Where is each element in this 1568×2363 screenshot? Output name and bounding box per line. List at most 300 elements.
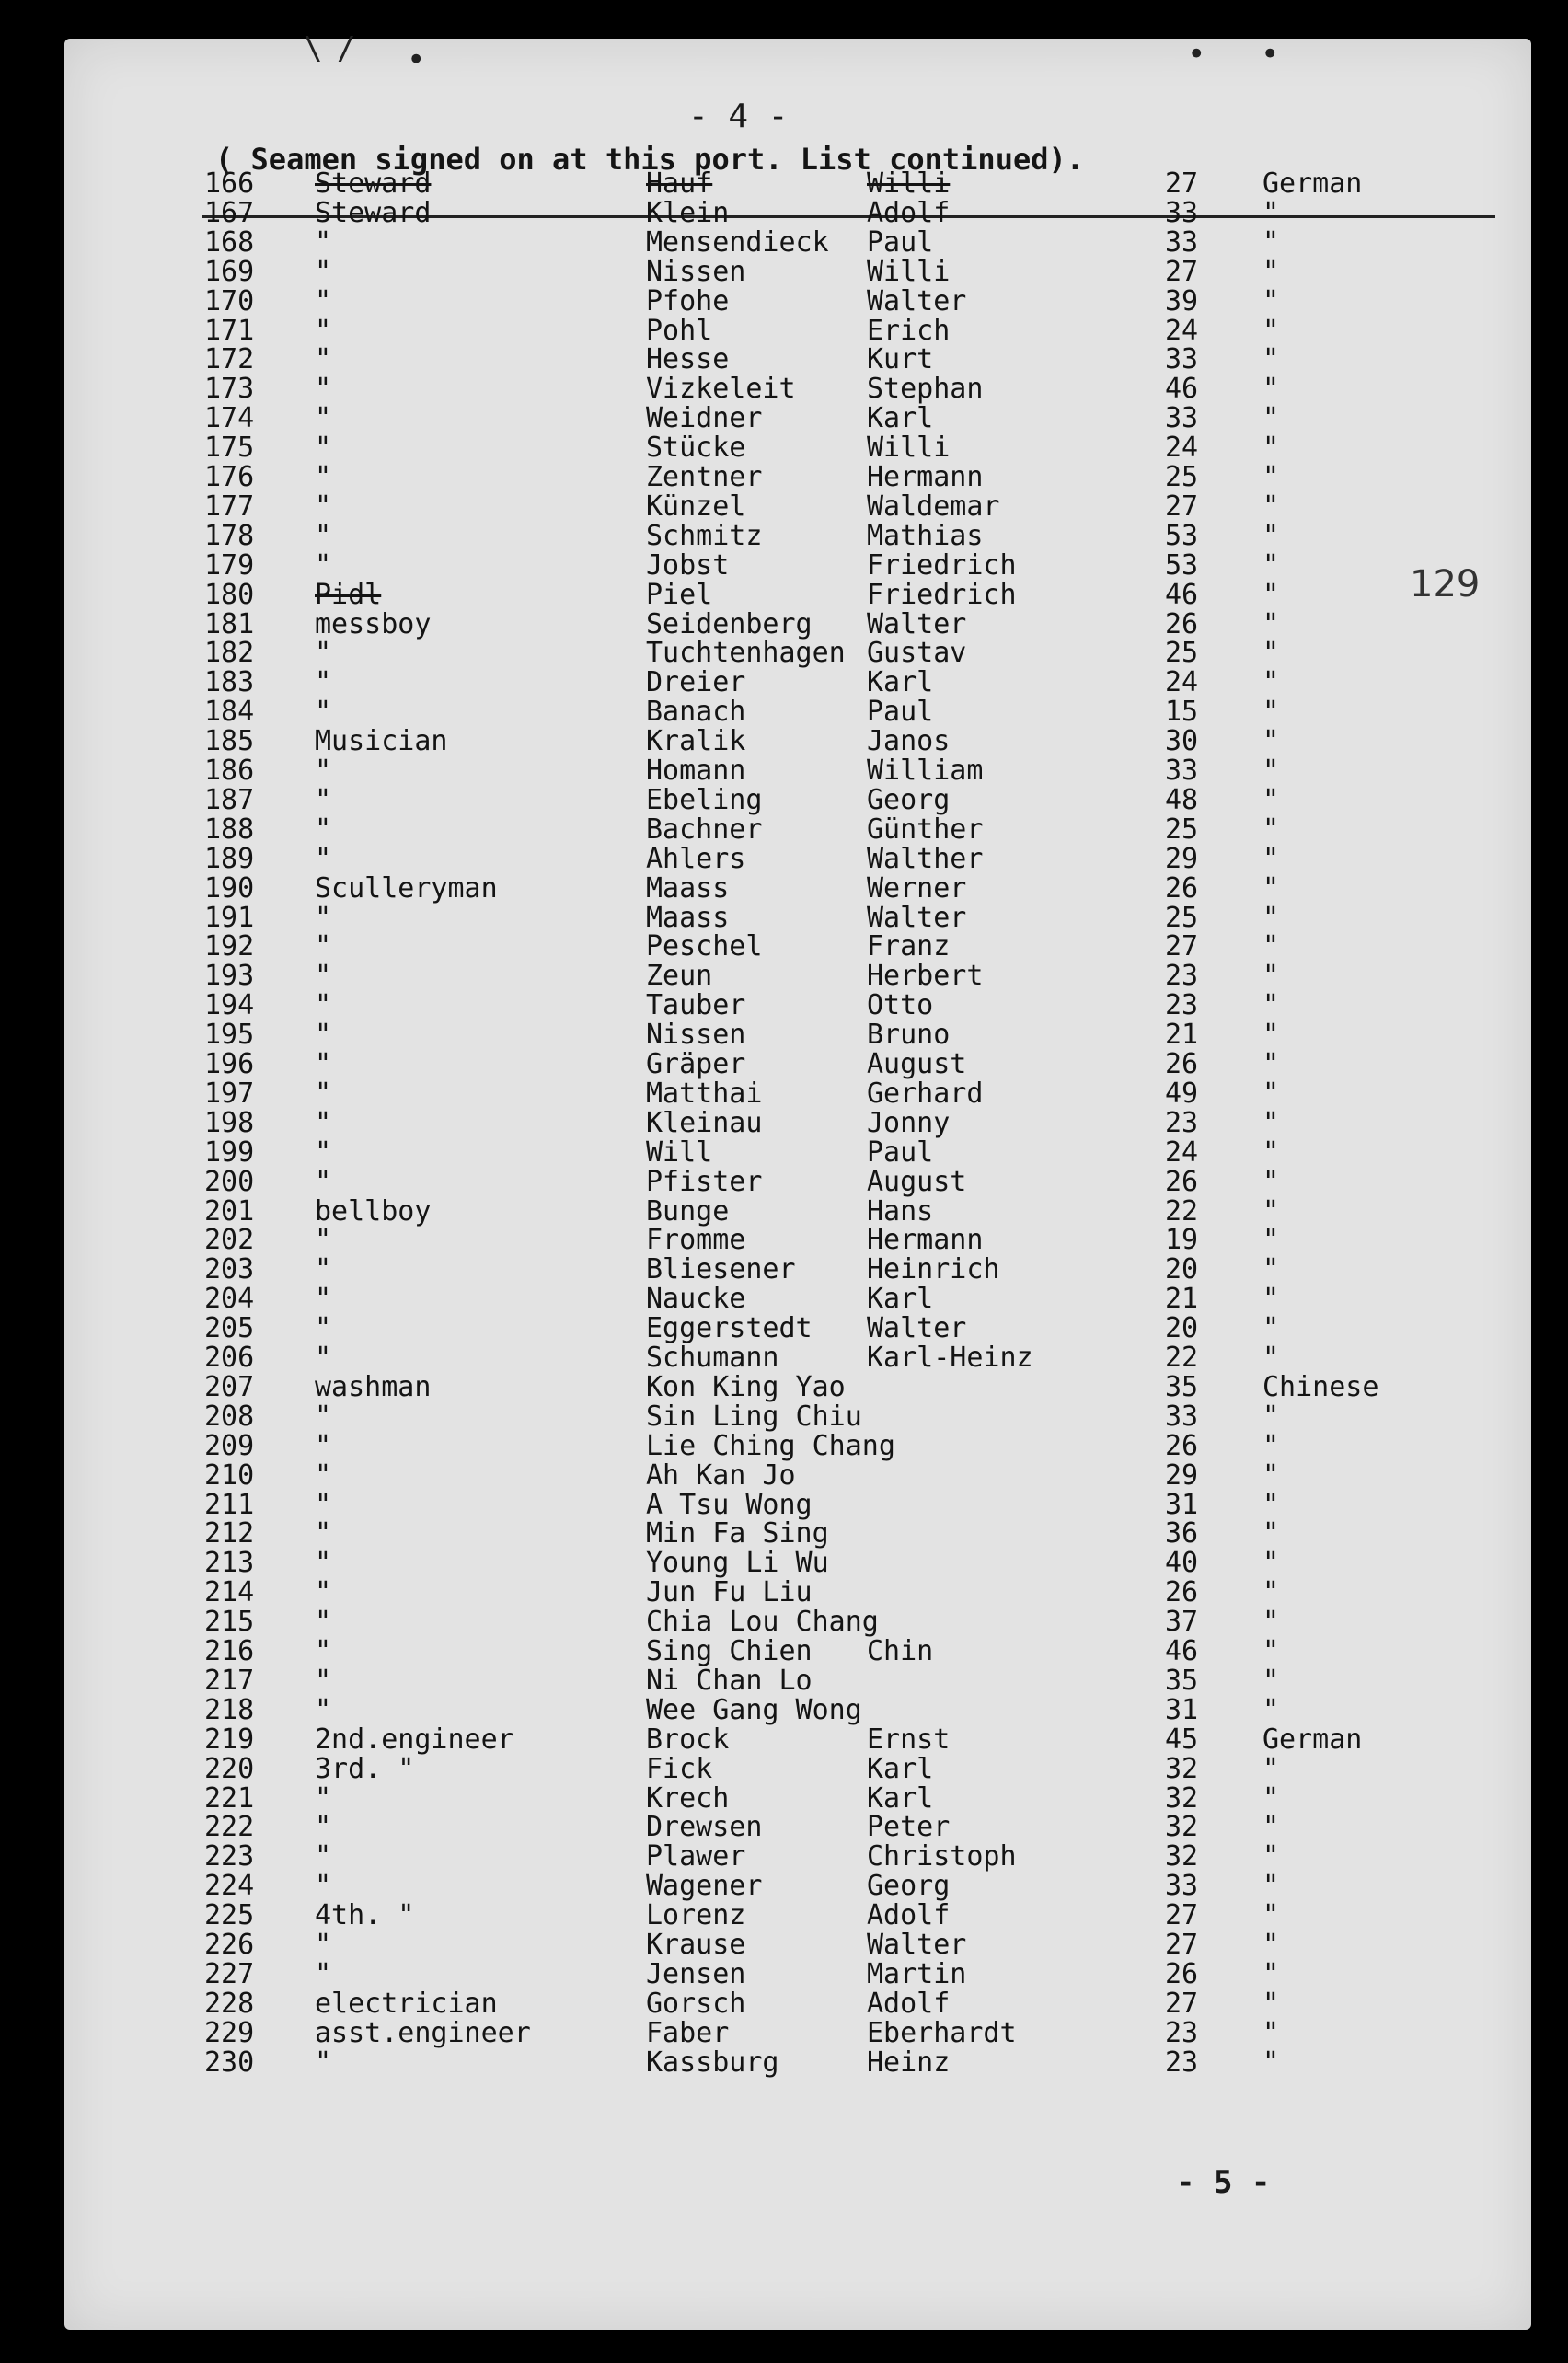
entry-number: 211 [204, 1488, 255, 1521]
rank-cell: " [315, 519, 332, 552]
rank-cell: 2nd.engineer [315, 1723, 514, 1756]
given-name-cell: Kurt [867, 343, 934, 376]
given-name-cell: Adolf [867, 1899, 951, 1932]
nationality-cell: " [1262, 578, 1280, 611]
nationality-cell: " [1262, 284, 1280, 317]
nationality-cell: " [1262, 1870, 1280, 1903]
table-row [64, 930, 1531, 963]
age-cell: 46 [1165, 1635, 1199, 1667]
age-cell: 27 [1165, 1899, 1199, 1932]
entry-number: 224 [204, 1870, 255, 1903]
nationality-cell: " [1262, 813, 1280, 846]
surname-cell: Gräper [646, 1048, 746, 1080]
entry-number: 182 [204, 637, 255, 670]
table-row [64, 285, 1531, 315]
entry-number: 166 [204, 167, 255, 200]
given-name-cell: Walter [867, 607, 967, 640]
surname-cell: Sing Chien [646, 1635, 813, 1667]
entry-number: 215 [204, 1606, 255, 1639]
age-cell: 26 [1165, 607, 1199, 640]
nationality-cell: " [1262, 930, 1280, 963]
nationality-cell: German [1262, 1723, 1363, 1756]
rank-cell: " [315, 373, 332, 406]
surname-cell: Bachner [646, 813, 763, 846]
rank-cell: 3rd. " [315, 1752, 415, 1785]
nationality-cell: " [1262, 1048, 1280, 1080]
age-cell: 27 [1165, 167, 1199, 200]
entry-number: 168 [204, 225, 255, 259]
given-name-cell: Walter [867, 284, 967, 317]
given-name-cell: Georg [867, 783, 951, 816]
rank-cell: " [315, 1664, 332, 1697]
age-cell: 36 [1165, 1517, 1199, 1550]
nationality-cell: " [1262, 2046, 1280, 2079]
table-row [64, 1752, 1531, 1785]
surname-cell: Young Li Wu [646, 1547, 829, 1580]
rank-cell: " [315, 989, 332, 1022]
surname-cell: Pfister [646, 1165, 763, 1198]
rank-cell: " [315, 755, 332, 787]
rank-cell: " [315, 2046, 332, 2079]
entry-number: 226 [204, 1929, 255, 1961]
age-cell: 25 [1165, 461, 1199, 493]
nationality-cell: " [1262, 1987, 1280, 2020]
entry-number: 183 [204, 666, 255, 699]
table-row [64, 1312, 1531, 1345]
given-name-cell: Werner [867, 871, 967, 905]
rank-cell: " [315, 1635, 332, 1667]
rank-cell: " [315, 402, 332, 435]
surname-cell: Ni Chan Lo [646, 1664, 813, 1697]
given-name-cell: Herbert [867, 960, 984, 993]
nationality-cell: " [1262, 1664, 1280, 1697]
rank-cell: " [315, 1870, 332, 1903]
nationality-cell: " [1262, 1635, 1280, 1667]
nationality-cell: " [1262, 725, 1280, 758]
age-cell: 26 [1165, 1429, 1199, 1462]
nationality-cell: " [1262, 1077, 1280, 1110]
scan-mark: / [337, 30, 356, 67]
list-heading: ( Seamen signed on at this port. List continued). [215, 142, 1085, 177]
given-name-cell: Willi [867, 167, 951, 200]
entry-number: 190 [204, 871, 255, 905]
surname-cell: Ebeling [646, 783, 763, 816]
rank-cell: " [315, 1342, 332, 1374]
nationality-cell: " [1262, 755, 1280, 787]
surname-cell: Plawer [646, 1840, 746, 1873]
surname-cell: Seidenberg [646, 607, 813, 640]
page-number: - 4 - [688, 98, 789, 135]
nationality-cell: " [1262, 1283, 1280, 1316]
surname-cell: Bliesener [646, 1253, 796, 1286]
table-row [64, 1723, 1531, 1756]
surname-cell: Kassburg [646, 2046, 779, 2079]
nationality-cell: " [1262, 783, 1280, 816]
entry-number: 208 [204, 1400, 255, 1433]
given-name-cell: Erich [867, 314, 951, 347]
table-row [64, 1811, 1531, 1844]
entry-number: 189 [204, 842, 255, 875]
surname-cell: Matthai [646, 1077, 763, 1110]
rank-cell: " [315, 813, 332, 846]
table-row [64, 432, 1531, 465]
rank-cell: Sculleryman [315, 871, 498, 905]
rank-cell: asst.engineer [315, 2016, 531, 2049]
nationality-cell: " [1262, 1342, 1280, 1374]
table-row [64, 1019, 1531, 1052]
rank-cell: " [315, 842, 332, 875]
table-row [64, 1194, 1531, 1228]
given-name-cell: Karl-Heinz [867, 1342, 1033, 1374]
table-row [64, 314, 1531, 347]
age-cell: 46 [1165, 578, 1199, 611]
age-cell: 40 [1165, 1547, 1199, 1580]
entry-number: 191 [204, 901, 255, 934]
surname-cell: Zeun [646, 960, 713, 993]
given-name-cell: Walter [867, 901, 967, 934]
rank-cell: " [315, 1400, 332, 1433]
nationality-cell: " [1262, 1019, 1280, 1052]
given-name-cell: Karl [867, 402, 934, 435]
surname-cell: Lie Ching Chang [646, 1429, 895, 1462]
nationality-cell: " [1262, 637, 1280, 670]
nationality-cell: " [1262, 343, 1280, 376]
table-row [64, 1899, 1531, 1932]
rank-cell: " [315, 1517, 332, 1550]
age-cell: 23 [1165, 2016, 1199, 2049]
rank-cell: " [315, 1693, 332, 1726]
age-cell: 26 [1165, 1957, 1199, 1990]
table-row [64, 1371, 1531, 1401]
table-row [64, 196, 1531, 229]
nationality-cell: " [1262, 402, 1280, 435]
nationality-cell: " [1262, 1576, 1280, 1609]
table-row [64, 1165, 1531, 1198]
table-row [64, 1576, 1531, 1609]
nationality-cell: " [1262, 1488, 1280, 1521]
surname-cell: Ahlers [646, 842, 746, 875]
surname-cell: Künzel [646, 490, 746, 523]
table-row [64, 725, 1531, 758]
surname-cell: Brock [646, 1723, 730, 1756]
table-row [64, 1781, 1531, 1815]
entry-number: 184 [204, 696, 255, 729]
nationality-cell: " [1262, 1224, 1280, 1257]
age-cell: 53 [1165, 519, 1199, 552]
given-name-cell: Chin [867, 1635, 934, 1667]
table-row [64, 2016, 1531, 2049]
entry-number: 218 [204, 1693, 255, 1726]
scan-mark: \ [304, 30, 323, 67]
nationality-cell: " [1262, 607, 1280, 640]
rank-cell: " [315, 314, 332, 347]
age-cell: 23 [1165, 2046, 1199, 2079]
table-row [64, 578, 1531, 611]
entry-number: 209 [204, 1429, 255, 1462]
surname-cell: Pfohe [646, 284, 730, 317]
entry-number: 219 [204, 1723, 255, 1756]
surname-cell: Jun Fu Liu [646, 1576, 813, 1609]
nationality-cell: " [1262, 1840, 1280, 1873]
rank-cell: " [315, 255, 332, 288]
age-cell: 32 [1165, 1781, 1199, 1815]
entry-number: 192 [204, 930, 255, 963]
age-cell: 31 [1165, 1488, 1199, 1521]
table-row [64, 1077, 1531, 1110]
age-cell: 31 [1165, 1693, 1199, 1726]
rank-cell: " [315, 1957, 332, 1990]
surname-cell: Gorsch [646, 1987, 746, 2020]
age-cell: 27 [1165, 930, 1199, 963]
age-cell: 21 [1165, 1019, 1199, 1052]
given-name-cell: Bruno [867, 1019, 951, 1052]
table-row [64, 1283, 1531, 1316]
nationality-cell: " [1262, 1165, 1280, 1198]
entry-number: 167 [204, 196, 255, 229]
rank-cell: Steward [315, 196, 432, 229]
given-name-cell: Janos [867, 725, 951, 758]
surname-cell: Mensendieck [646, 225, 829, 259]
surname-cell: Kleinau [646, 1106, 763, 1139]
nationality-cell: " [1262, 225, 1280, 259]
age-cell: 22 [1165, 1194, 1199, 1228]
surname-cell: Kon King Yao [646, 1370, 846, 1403]
age-cell: 29 [1165, 1458, 1199, 1492]
rank-cell: 4th. " [315, 1899, 415, 1932]
nationality-cell: " [1262, 1899, 1280, 1932]
given-name-cell: Peter [867, 1811, 951, 1844]
table-row [64, 1664, 1531, 1697]
entry-number: 186 [204, 755, 255, 787]
age-cell: 25 [1165, 901, 1199, 934]
rank-cell: bellboy [315, 1194, 432, 1228]
surname-cell: Wagener [646, 1870, 763, 1903]
nationality-cell: " [1262, 373, 1280, 406]
given-name-cell: Karl [867, 1781, 934, 1815]
entry-number: 210 [204, 1458, 255, 1492]
surname-cell: Hauf [646, 167, 713, 200]
age-cell: 49 [1165, 1077, 1199, 1110]
given-name-cell: Karl [867, 666, 934, 699]
age-cell: 37 [1165, 1606, 1199, 1639]
table-row [64, 1958, 1531, 1988]
given-name-cell: Gerhard [867, 1077, 984, 1110]
entry-number: 222 [204, 1811, 255, 1844]
entry-number: 177 [204, 490, 255, 523]
rank-cell: " [315, 1606, 332, 1639]
nationality-cell: " [1262, 871, 1280, 905]
table-row [64, 1606, 1531, 1639]
rank-cell: " [315, 284, 332, 317]
table-row [64, 1929, 1531, 1961]
entry-number: 194 [204, 989, 255, 1022]
surname-cell: A Tsu Wong [646, 1488, 813, 1521]
given-name-cell: Heinrich [867, 1253, 1000, 1286]
age-cell: 25 [1165, 637, 1199, 670]
entry-number: 196 [204, 1048, 255, 1080]
rank-cell: " [315, 225, 332, 259]
rank-cell: " [315, 1458, 332, 1492]
table-row [64, 1547, 1531, 1580]
age-cell: 48 [1165, 783, 1199, 816]
table-row [64, 755, 1531, 787]
entry-number: 178 [204, 519, 255, 552]
nationality-cell: " [1262, 1400, 1280, 1433]
entry-number: 174 [204, 402, 255, 435]
surname-cell: Peschel [646, 930, 763, 963]
rank-cell: electrician [315, 1987, 498, 2020]
given-name-cell: Hans [867, 1194, 934, 1228]
given-name-cell: Adolf [867, 1987, 951, 2020]
age-cell: 24 [1165, 314, 1199, 347]
nationality-cell: " [1262, 1517, 1280, 1550]
age-cell: 32 [1165, 1752, 1199, 1785]
surname-cell: Jensen [646, 1957, 746, 1990]
given-name-cell: Walter [867, 1929, 967, 1961]
nationality-cell: " [1262, 696, 1280, 729]
age-cell: 45 [1165, 1723, 1199, 1756]
surname-cell: Chia Lou Chang [646, 1606, 879, 1639]
scan-mark: • [1261, 36, 1280, 73]
table-row [64, 1224, 1531, 1257]
age-cell: 33 [1165, 196, 1199, 229]
surname-cell: Stücke [646, 432, 746, 465]
rank-cell: " [315, 343, 332, 376]
surname-cell: Ah Kan Jo [646, 1458, 796, 1492]
nationality-cell: " [1262, 1811, 1280, 1844]
surname-cell: Dreier [646, 666, 746, 699]
table-row [64, 901, 1531, 934]
rank-cell: " [315, 1576, 332, 1609]
surname-cell: Bunge [646, 1194, 730, 1228]
surname-cell: Min Fa Sing [646, 1517, 829, 1550]
surname-cell: Tauber [646, 989, 746, 1022]
table-row [64, 1693, 1531, 1726]
given-name-cell: Christoph [867, 1840, 1017, 1873]
age-cell: 25 [1165, 813, 1199, 846]
rank-cell: washman [315, 1370, 432, 1403]
rank-cell: " [315, 1106, 332, 1139]
table-row [64, 1488, 1531, 1521]
rank-cell: " [315, 1135, 332, 1169]
table-row [64, 1987, 1531, 2020]
entry-number: 169 [204, 255, 255, 288]
given-name-cell: Hermann [867, 1224, 984, 1257]
nationality-cell: " [1262, 519, 1280, 552]
nationality-cell: " [1262, 1693, 1280, 1726]
age-cell: 33 [1165, 225, 1199, 259]
table-row [64, 1635, 1531, 1665]
age-cell: 33 [1165, 343, 1199, 376]
rank-cell: " [315, 461, 332, 493]
given-name-cell: Eberhardt [867, 2016, 1017, 2049]
table-row [64, 343, 1531, 376]
given-name-cell: Franz [867, 930, 951, 963]
rank-cell: " [315, 1048, 332, 1080]
document-page [64, 30, 1531, 2330]
table-row [64, 461, 1531, 493]
age-cell: 19 [1165, 1224, 1199, 1257]
table-row [64, 1135, 1531, 1169]
age-cell: 26 [1165, 1576, 1199, 1609]
entry-number: 216 [204, 1635, 255, 1667]
table-row [64, 608, 1531, 638]
table-row [64, 1253, 1531, 1286]
nationality-cell: " [1262, 1429, 1280, 1462]
age-cell: 27 [1165, 1929, 1199, 1961]
entry-number: 221 [204, 1781, 255, 1815]
scan-mark: • [407, 41, 426, 78]
given-name-cell: Paul [867, 696, 934, 729]
entry-number: 214 [204, 1576, 255, 1609]
rank-cell: " [315, 1253, 332, 1286]
entry-number: 199 [204, 1135, 255, 1169]
age-cell: 24 [1165, 432, 1199, 465]
rank-cell: Pidl [315, 578, 382, 611]
surname-cell: Weidner [646, 402, 763, 435]
rank-cell: " [315, 1547, 332, 1580]
nationality-cell: " [1262, 432, 1280, 465]
rank-cell: " [315, 901, 332, 934]
entry-number: 193 [204, 960, 255, 993]
rank-cell: " [315, 1811, 332, 1844]
entry-number: 171 [204, 314, 255, 347]
surname-cell: Banach [646, 696, 746, 729]
age-cell: 21 [1165, 1283, 1199, 1316]
entry-number: 225 [204, 1899, 255, 1932]
rank-cell: " [315, 783, 332, 816]
surname-cell: Klein [646, 196, 730, 229]
rank-cell: " [315, 490, 332, 523]
table-row [64, 519, 1531, 552]
age-cell: 24 [1165, 1135, 1199, 1169]
entry-number: 220 [204, 1752, 255, 1785]
entry-number: 170 [204, 284, 255, 317]
age-cell: 39 [1165, 284, 1199, 317]
age-cell: 27 [1165, 255, 1199, 288]
table-row [64, 783, 1531, 816]
entry-number: 207 [204, 1370, 255, 1403]
age-cell: 22 [1165, 1342, 1199, 1374]
rank-cell: " [315, 930, 332, 963]
age-cell: 32 [1165, 1840, 1199, 1873]
entry-number: 230 [204, 2046, 255, 2079]
surname-cell: Nissen [646, 1019, 746, 1052]
age-cell: 23 [1165, 989, 1199, 1022]
rank-cell: Steward [315, 167, 432, 200]
rank-cell: " [315, 1283, 332, 1316]
age-cell: 23 [1165, 960, 1199, 993]
rank-cell: " [315, 548, 332, 582]
given-name-cell: Otto [867, 989, 934, 1022]
table-row [64, 813, 1531, 846]
entry-number: 198 [204, 1106, 255, 1139]
age-cell: 29 [1165, 842, 1199, 875]
nationality-cell: " [1262, 1957, 1280, 1990]
rank-cell: " [315, 1312, 332, 1345]
entry-number: 201 [204, 1194, 255, 1228]
entry-number: 223 [204, 1840, 255, 1873]
table-row [64, 871, 1531, 905]
nationality-cell: " [1262, 1606, 1280, 1639]
nationality-cell: " [1262, 1458, 1280, 1492]
surname-cell: Nissen [646, 255, 746, 288]
rank-cell: messboy [315, 607, 432, 640]
given-name-cell: Georg [867, 1870, 951, 1903]
entry-number: 227 [204, 1957, 255, 1990]
surname-cell: Will [646, 1135, 713, 1169]
entry-number: 187 [204, 783, 255, 816]
